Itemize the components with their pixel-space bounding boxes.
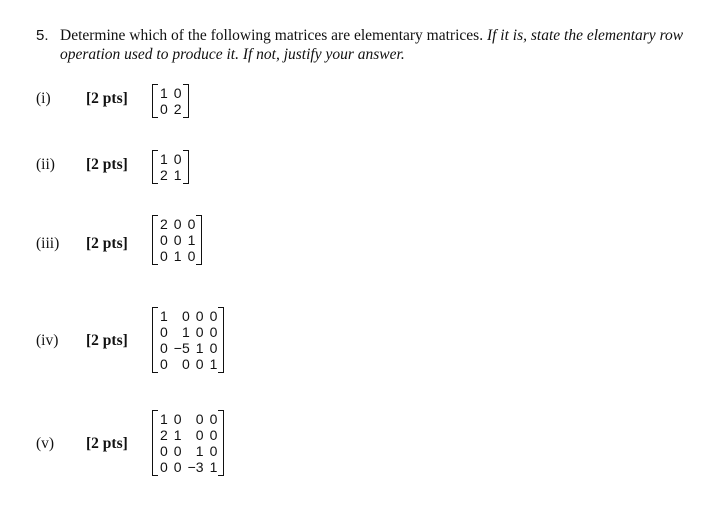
matrix-entry: 0 [173, 232, 182, 248]
question-text-italic-1: If it is, state the elementary row [486, 27, 684, 44]
matrix-entry: 0 [209, 443, 218, 459]
matrix-body [152, 215, 202, 265]
matrix-row [157, 248, 198, 264]
points-label: [2 pts] [86, 435, 128, 452]
matrix-entry: 0 [195, 324, 204, 340]
matrix-row [157, 151, 185, 167]
matrix-entry: 1 [181, 324, 190, 340]
matrix-entry: 2 [160, 427, 168, 443]
matrix-row [157, 101, 185, 117]
left-bracket [152, 307, 158, 373]
question-text-line-2: operation used to produce it. If not, justify your answer. [60, 46, 405, 63]
left-bracket [152, 215, 158, 265]
matrix-body [152, 150, 189, 184]
matrix-entry: 0 [173, 411, 182, 427]
matrix-row [157, 167, 185, 183]
points-label: [2 pts] [86, 332, 128, 349]
matrix-entry: 0 [173, 443, 182, 459]
right-bracket [196, 215, 202, 265]
matrix-row [157, 411, 220, 427]
matrix-entry: 1 [173, 427, 182, 443]
matrix-body [152, 410, 224, 476]
matrix-entry: 0 [181, 356, 190, 372]
points-label: [2 pts] [86, 235, 128, 252]
right-bracket [183, 150, 189, 184]
left-bracket [152, 150, 158, 184]
matrix-entry: 0 [209, 427, 218, 443]
matrix-entry: 0 [195, 427, 204, 443]
matrix-entry: 1 [160, 411, 168, 427]
matrix-entry: 0 [160, 101, 168, 117]
question-text-line-1 [60, 26, 683, 45]
part-label: (v) [36, 435, 55, 452]
matrix-entry: 2 [160, 167, 168, 183]
question-number: 5. [36, 27, 49, 44]
matrix-entry: 0 [160, 356, 168, 372]
matrix-entry: 0 [160, 232, 168, 248]
matrix-entry: 0 [195, 411, 204, 427]
matrix-entry: 0 [160, 459, 168, 475]
part-label: (iv) [36, 332, 59, 349]
matrix-entry: 1 [160, 85, 168, 101]
part-label: (i) [36, 90, 51, 107]
matrix-entry: 0 [209, 324, 218, 340]
matrix-entry: 1 [209, 459, 218, 475]
left-bracket [152, 410, 158, 476]
matrix-entry: 1 [195, 443, 204, 459]
matrix-row [157, 308, 220, 324]
points-label: [2 pts] [86, 156, 128, 173]
matrix-entry: 0 [195, 356, 204, 372]
matrix-entry: 0 [195, 308, 204, 324]
matrix-entry: 0 [187, 248, 196, 264]
matrix-row [157, 85, 185, 101]
matrix-entry: 0 [173, 216, 182, 232]
matrix-i [152, 84, 189, 118]
right-bracket [183, 84, 189, 118]
matrix-entry: 1 [209, 356, 218, 372]
left-bracket [152, 84, 158, 118]
matrix-row [157, 356, 220, 372]
matrix-entry: 1 [195, 340, 204, 356]
matrix-entry: 0 [181, 308, 190, 324]
matrix-entry: 0 [160, 443, 168, 459]
matrix-entry: 0 [160, 340, 168, 356]
matrix-row [157, 340, 220, 356]
question-text-plain: Determine which of the following matrices are elementary matrices. [60, 27, 484, 44]
matrix-entry: 1 [173, 167, 182, 183]
matrix-entry: 0 [173, 85, 182, 101]
matrix-row [157, 216, 198, 232]
matrix-row [157, 459, 220, 475]
matrix-entry: 0 [209, 340, 218, 356]
matrix-body [152, 307, 224, 373]
matrix-entry: 2 [173, 101, 182, 117]
matrix-iii [152, 215, 202, 265]
matrix-iv [152, 307, 224, 373]
matrix-ii [152, 150, 189, 184]
right-bracket [218, 410, 224, 476]
matrix-entry: 0 [160, 324, 168, 340]
part-label: (iii) [36, 235, 60, 252]
matrix-entry: 0 [160, 248, 168, 264]
points-label: [2 pts] [86, 90, 128, 107]
matrix-entry: 1 [173, 248, 182, 264]
matrix-entry: 1 [160, 151, 168, 167]
matrix-entry: 1 [187, 232, 196, 248]
matrix-row [157, 427, 220, 443]
matrix-body [152, 84, 189, 118]
part-label: (ii) [36, 156, 55, 173]
matrix-v [152, 410, 224, 476]
matrix-row [157, 443, 220, 459]
matrix-entry: −3 [187, 459, 204, 475]
matrix-entry: 2 [160, 216, 168, 232]
matrix-entry: 0 [187, 216, 196, 232]
matrix-entry: 0 [209, 308, 218, 324]
matrix-row [157, 324, 220, 340]
matrix-entry: 1 [160, 308, 168, 324]
matrix-entry: 0 [173, 151, 182, 167]
matrix-entry: 0 [173, 459, 182, 475]
matrix-entry: −5 [173, 340, 190, 356]
matrix-row [157, 232, 198, 248]
right-bracket [218, 307, 224, 373]
matrix-entry: 0 [209, 411, 218, 427]
